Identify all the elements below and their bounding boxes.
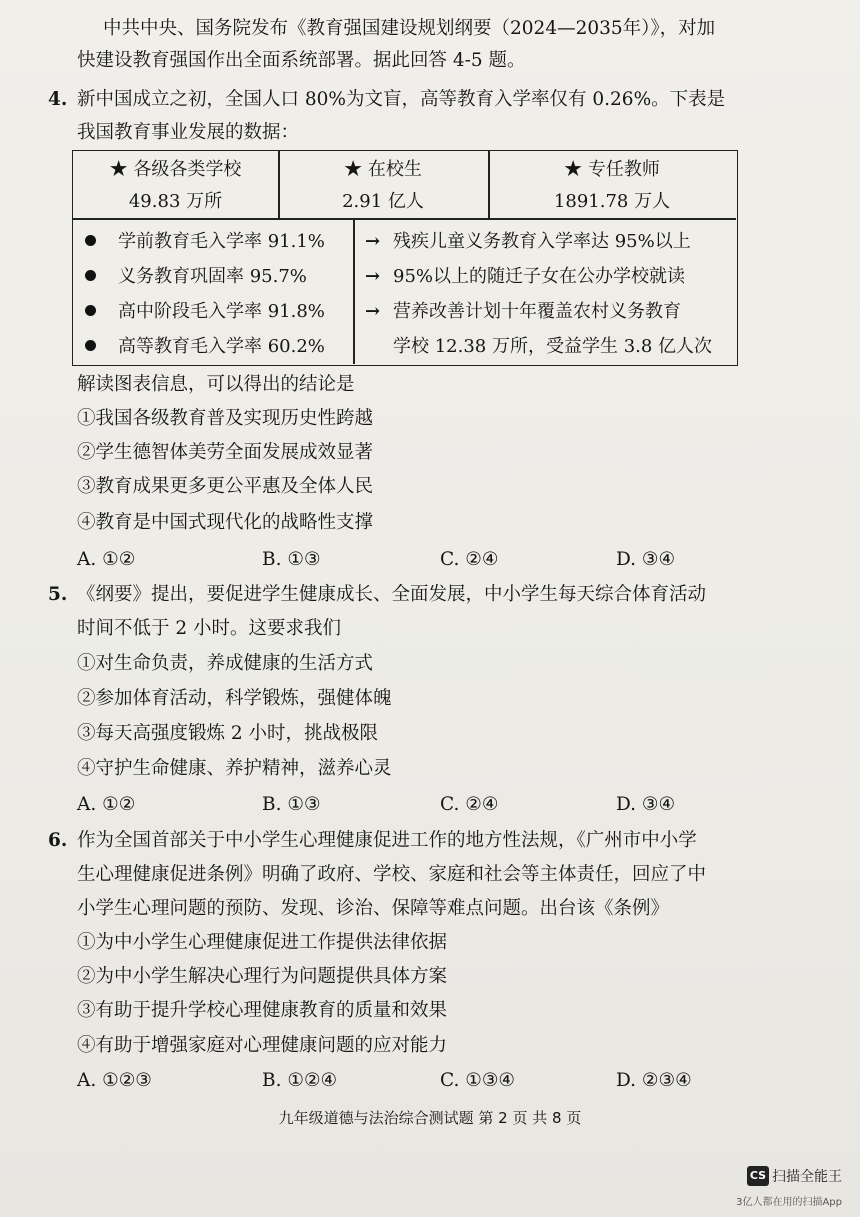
option-c: C. ①③④ [440,1070,516,1091]
scanner-watermark [747,1165,842,1186]
education-data-table [72,150,738,366]
statement: ④守护生命健康、养护精神，滋养心灵 [77,758,392,779]
question-5-number: 5. [48,584,68,605]
option-d: D. ③④ [616,549,676,570]
table-head-teachers-label: ★ 专任教师 [564,159,660,180]
option-b: B. ①③ [262,794,321,815]
question-6-line-3: 小学生心理问题的预防、发现、诊治、保障等难点问题。出台该《条例》 [77,898,670,919]
table-right-continuation: 学校 12.38 万所，受益学生 3.8 亿人次 [393,336,713,357]
table-divider [73,218,736,220]
arrow-right-icon: → [365,301,381,322]
option-a: A. ①②③ [77,1070,152,1091]
table-left-item: 义务教育巩固率 95.7% [85,264,307,290]
table-left-item: 高中阶段毛入学率 91.8% [85,299,325,325]
intro-line-2: 快建设教育强国作出全面系统部署。据此回答 4-5 题。 [77,50,526,71]
camscanner-logo-icon: CS [747,1166,769,1186]
question-4-stem: 解读图表信息，可以得出的结论是 [77,374,355,395]
option-b: B. ①③ [262,549,321,570]
statement: ①为中小学生心理健康促进工作提供法律依据 [77,932,448,953]
question-6-number: 6. [48,830,68,851]
table-right-item: → 95%以上的随迁子女在公办学校就读 [365,264,685,290]
question-5-line-1: 《纲要》提出，要促进学生健康成长、全面发展，中小学生每天综合体育活动 [77,584,707,605]
question-5-line-2: 时间不低于 2 小时。这要求我们 [77,618,342,639]
page-footer: 九年级道德与法治综合测试题 第 2 页 共 8 页 [278,1109,582,1127]
question-6-line-2: 生心理健康促进条例》明确了政府、学校、家庭和社会等主体责任，回应了中 [77,864,707,885]
arrow-right-icon: → [365,266,381,287]
bullet-icon [85,270,96,281]
option-a: A. ①② [77,549,136,570]
statement: ③每天高强度锻炼 2 小时，挑战极限 [77,723,379,744]
statement: ②学生德智体美劳全面发展成效显著 [77,442,374,463]
statement: ①我国各级教育普及实现历史性跨越 [77,408,374,429]
option-c: C. ②④ [440,549,499,570]
table-head-schools-value: 49.83 万所 [128,191,223,212]
table-right-item: → 残疾儿童义务教育入学率达 95%以上 [365,229,691,255]
statement: ③教育成果更多更公平惠及全体人民 [77,476,374,497]
watermark-subtitle: 3亿人都在用的扫描App [736,1197,842,1208]
statement: ②参加体育活动，科学锻炼，强健体魄 [77,688,392,709]
table-head-teachers-value: 1891.78 万人 [553,191,671,212]
table-head-students-label: ★ 在校生 [344,159,422,180]
option-c: C. ②④ [440,794,499,815]
bullet-icon [85,235,96,246]
table-left-item: 学前教育毛入学率 91.1% [85,229,325,255]
statement: ①对生命负责，养成健康的生活方式 [77,653,374,674]
statement: ②为中小学生解决心理行为问题提供具体方案 [77,966,448,987]
question-4-line-2: 我国教育事业发展的数据： [77,122,300,143]
question-6-line-1: 作为全国首部关于中小学生心理健康促进工作的地方性法规，《广州市中小学 [77,830,697,851]
question-4-line-1: 新中国成立之初，全国人口 80%为文盲，高等教育入学率仅有 0.26%。下表是 [77,89,726,110]
watermark-name: 扫描全能王 [772,1168,842,1185]
statement: ④教育是中国式现代化的战略性支撑 [77,512,374,533]
question-4-number: 4. [48,89,68,110]
table-right-item: → 营养改善计划十年覆盖农村义务教育 [365,299,681,325]
table-head-schools-label: ★ 各级各类学校 [109,159,242,180]
option-a: A. ①② [77,794,136,815]
statement: ④有助于增强家庭对心理健康问题的应对能力 [77,1035,448,1056]
arrow-right-icon: → [365,231,381,252]
intro-line-1: 中共中央、国务院发布《教育强国建设规划纲要（2024—2035年）》，对加 [103,18,716,39]
option-d: D. ③④ [616,794,676,815]
table-head-students-value: 2.91 亿人 [342,191,424,212]
bullet-icon [85,305,96,316]
bullet-icon [85,340,96,351]
table-divider [353,218,355,364]
table-left-item: 高等教育毛入学率 60.2% [85,334,325,360]
option-b: B. ①②④ [262,1070,338,1091]
option-d: D. ②③④ [616,1070,692,1091]
statement: ③有助于提升学校心理健康教育的质量和效果 [77,1000,448,1021]
